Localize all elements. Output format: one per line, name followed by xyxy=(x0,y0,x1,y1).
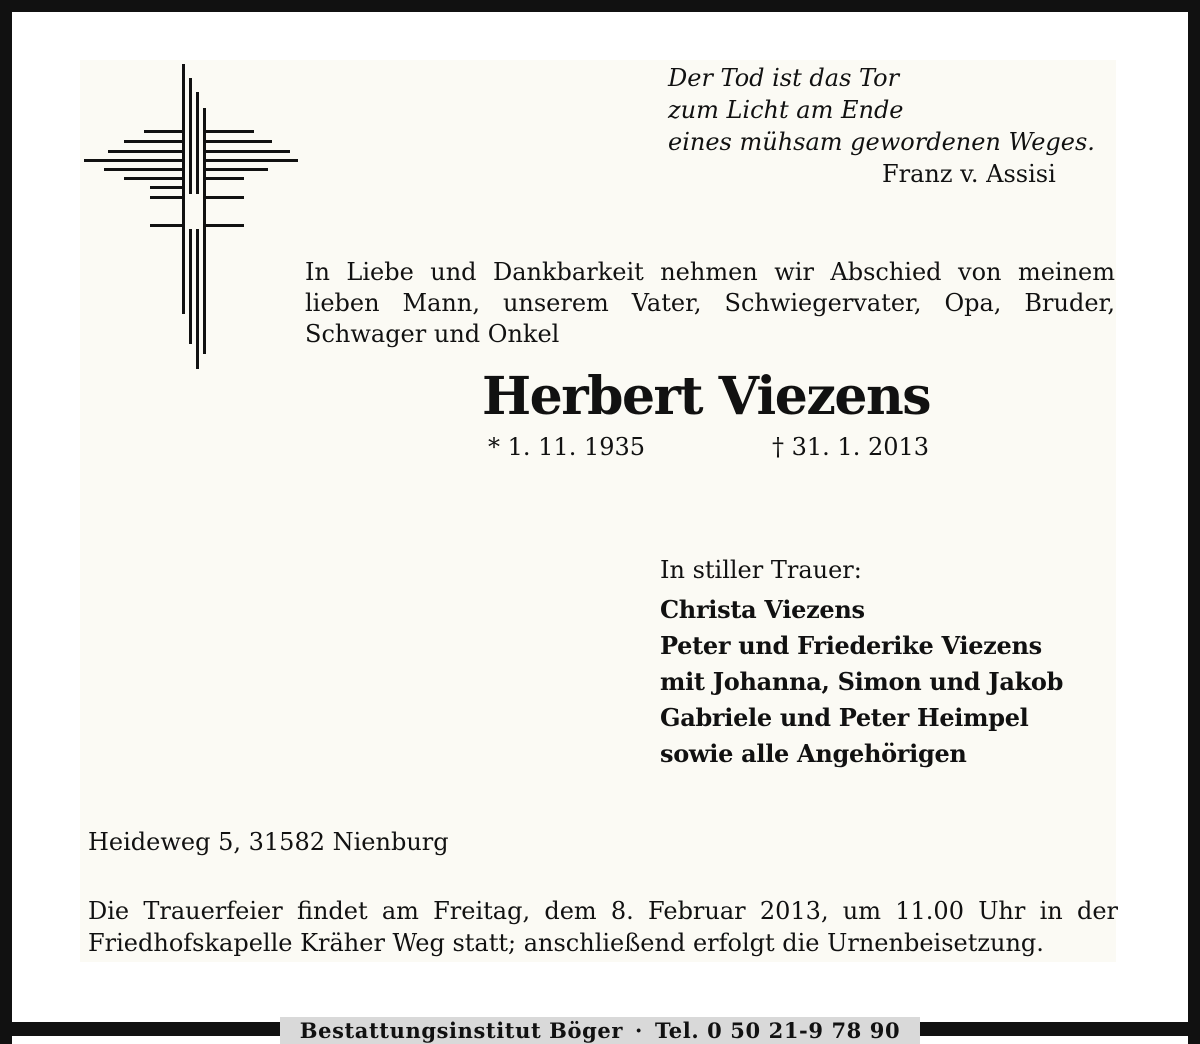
address: Heideweg 5, 31582 Nienburg xyxy=(88,828,449,856)
mourning-heading: In stiller Trauer: xyxy=(660,556,862,584)
mourner: Gabriele und Peter Heimpel xyxy=(660,703,1029,732)
footer-banner xyxy=(280,1017,920,1044)
intro-text xyxy=(305,257,1115,350)
ceremony-line: Friedhofskapelle Kräher Weg statt; anschließend erfolgt die Urnenbeisetzung. xyxy=(88,929,1044,957)
quote-line: Der Tod ist das Tor xyxy=(668,64,900,92)
quote-line: eines mühsam gewordenen Weges. xyxy=(668,128,1095,156)
deceased-name: Herbert Viezens xyxy=(482,366,931,427)
quote xyxy=(668,62,1128,158)
death-date: † 31. 1. 2013 xyxy=(772,433,930,461)
border-top xyxy=(0,0,1200,12)
border-right xyxy=(1188,0,1200,1044)
border-left xyxy=(0,0,12,1044)
intro-line: In Liebe und Dankbarkeit nehmen wir Abschied von meinem xyxy=(305,258,1115,286)
birth-date: * 1. 11. 1935 xyxy=(488,433,646,461)
mourner: mit Johanna, Simon und Jakob xyxy=(660,667,1064,696)
cross-icon xyxy=(84,64,304,374)
ceremony-line: Die Trauerfeier findet am Freitag, dem 8. Februar 2013, um 11.00 Uhr in der xyxy=(88,897,1118,925)
mourners-list xyxy=(660,592,1063,772)
mourner: Peter und Friederike Viezens xyxy=(660,631,1042,660)
footer-separator: · xyxy=(635,1018,643,1043)
ceremony-text xyxy=(88,895,1118,959)
intro-line: lieben Mann, unserem Vater, Schwiegervater, Opa, Bruder, xyxy=(305,289,1115,317)
mourner: Christa Viezens xyxy=(660,595,865,624)
mourner: sowie alle Angehörigen xyxy=(660,739,967,768)
quote-author: Franz v. Assisi xyxy=(882,160,1056,188)
funeral-home-name: Bestattungsinstitut Böger xyxy=(299,1018,624,1043)
intro-line: Schwager und Onkel xyxy=(305,320,560,348)
quote-line: zum Licht am Ende xyxy=(668,96,904,124)
funeral-home-phone: Tel. 0 50 21-9 78 90 xyxy=(654,1018,901,1043)
